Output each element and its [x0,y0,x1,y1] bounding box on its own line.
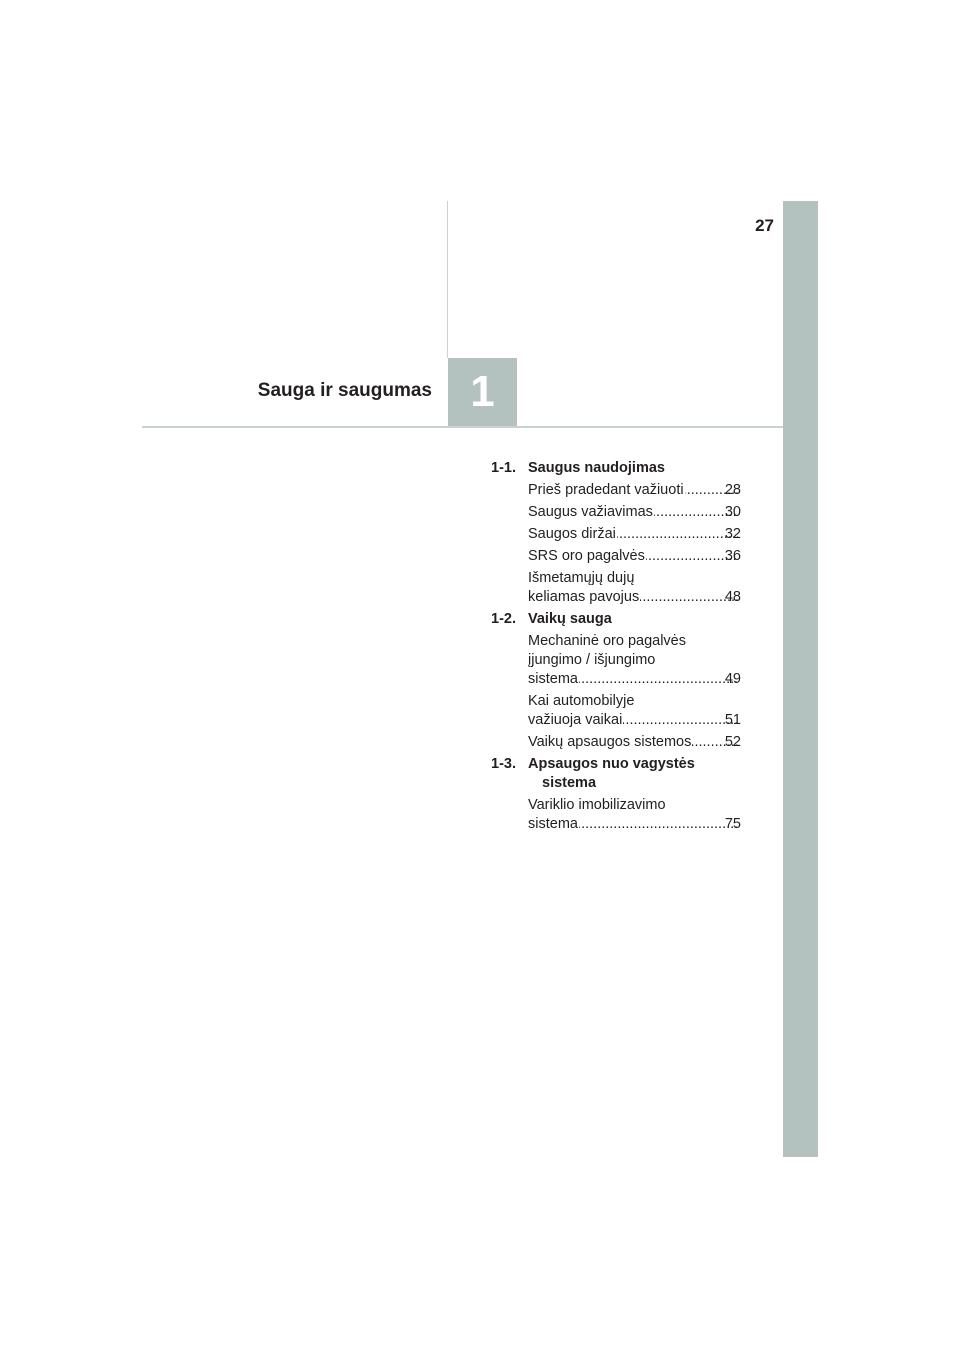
toc-entry[interactable] [528,632,741,689]
chapter-side-tab [783,201,818,1157]
toc-section-1-1 [491,459,741,478]
chapter-title: Sauga ir saugumas [257,380,432,401]
toc-entry[interactable] [528,503,741,522]
section-number: 1-3. [491,756,516,772]
toc-entry[interactable] [528,569,741,607]
entry-page: 51 [724,712,741,728]
entry-page: 28 [724,482,741,498]
entry-title: keliamas pavojus [528,589,640,605]
section-number: 1-1. [491,460,516,476]
entry-title-line: įjungimo / išjungimo [528,652,656,668]
toc-entry[interactable] [528,547,741,566]
toc-entry[interactable] [528,796,741,834]
page-number: 27 [755,216,774,235]
toc-entry[interactable] [528,692,741,730]
toc-entry[interactable] [528,525,741,544]
entry-title: Saugus važiavimas [528,504,653,520]
entry-page: 48 [724,589,741,605]
chapter-number: 1 [470,367,495,416]
chapter-number-box [448,358,517,426]
entry-page: 75 [724,816,741,832]
toc-entry[interactable] [528,481,741,500]
entry-title-line: Kai automobilyje [528,693,635,709]
entry-page: 49 [724,671,741,687]
entry-title-line: Variklio imobilizavimo [528,797,666,813]
toc-section-1-2 [491,610,741,629]
section-number: 1-2. [491,611,516,627]
dot-leader [623,711,738,730]
entry-title: Vaikų apsaugos sistemos [528,734,692,750]
entry-page: 32 [724,526,741,542]
section-title: Saugus naudojimas [528,460,665,476]
entry-title: Saugos diržai [528,526,616,542]
entry-title: sistema [528,816,578,832]
entry-title: SRS oro pagalvės [528,548,645,564]
vertical-rule [447,201,448,358]
dot-leader [617,525,738,544]
dot-leader [640,588,738,607]
table-of-contents [491,459,741,837]
toc-entry[interactable] [528,733,741,752]
entry-title: sistema [528,671,578,687]
entry-title: Prieš pradedant važiuoti [528,482,684,498]
toc-section-1-3 [491,755,741,793]
section-title: sistema [542,775,597,791]
entry-title-line: Mechaninė oro pagalvės [528,633,686,649]
dot-leader [579,815,738,834]
horizontal-rule [142,426,783,428]
entry-page: 36 [724,548,741,564]
dot-leader [579,670,738,689]
entry-page: 52 [724,734,741,750]
entry-title-line: Išmetamųjų dujų [528,570,635,586]
section-title: Apsaugos nuo vagystės [528,756,695,772]
entry-title: važiuoja vaikai [528,712,623,728]
entry-page: 30 [724,504,741,520]
section-title: Vaikų sauga [528,611,612,627]
